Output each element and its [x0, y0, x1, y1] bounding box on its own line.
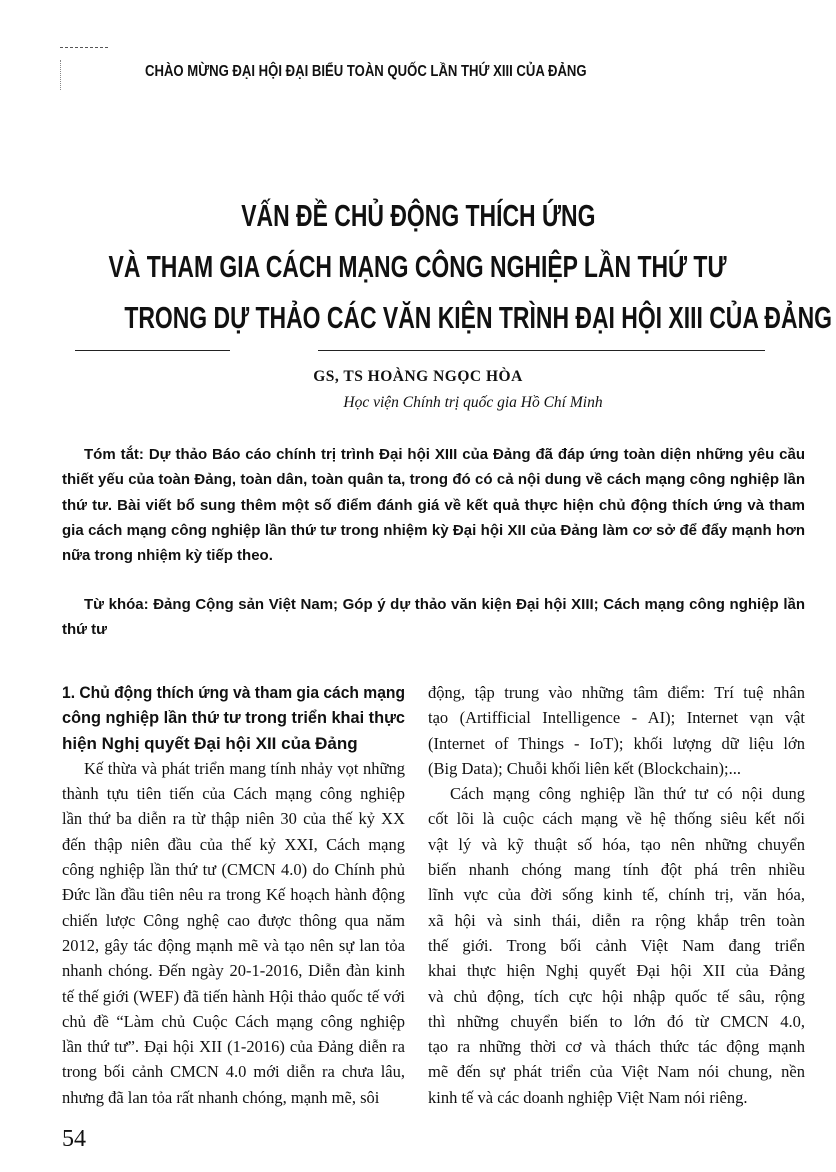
text-line: 2012, gây tác động mạnh mẽ và tạo nên sự lan tỏa — [62, 935, 405, 955]
text-line: trong bối cảnh CMCN 4.0 mới diễn ra chưa lâu, — [62, 1062, 405, 1082]
keywords — [62, 592, 805, 643]
author-affiliation: Học viện Chính trị quốc gia Hồ Chí Minh — [343, 394, 603, 411]
text-line: đến thập niên đầu của thế kỷ XXI, Cách mạng — [62, 834, 405, 854]
text-line: kinh tế và các doanh nghiệp Việt Nam nói riêng. — [428, 1087, 748, 1107]
title-line: VẤN ĐỀ CHỦ ĐỘNG THÍCH ỨNG — [240, 198, 596, 233]
text-line: tế thế giới (WEF) đã tiến hành Hội thảo quốc tế với — [62, 986, 405, 1006]
text-line: thế giới. Trong bối cảnh Việt Nam đang triển — [428, 935, 805, 955]
text-line: thứ tư. Bài viết bổ sung thêm một số điểm đánh giá về kết quả thực hiện chủ động thích ứng và tham — [62, 496, 805, 514]
text-line: (Big Data); Chuỗi khối liên kết (Blockchain);... — [428, 758, 741, 778]
text-line: Cách mạng công nghiệp lần thứ tư có nội dung — [450, 784, 805, 804]
text-line: Từ khóa: Đảng Cộng sản Việt Nam; Góp ý dự thảo văn kiện Đại hội XIII; Cách mạng công nghiệp lần — [84, 596, 805, 613]
text-line: mẽ đến sự phát triển của Việt Nam nói chung, nền — [428, 1062, 805, 1082]
text-line: tạo ra những thời cơ và thách thức tác động mạnh — [428, 1037, 805, 1057]
text-line: chủ đề “Làm chủ Cuộc Cách mạng công nghiệp — [62, 1011, 405, 1031]
title-line: TRONG DỰ THẢO CÁC VĂN KIỆN TRÌNH ĐẠI HỘI XIII CỦA ĐẢNG — [124, 300, 832, 335]
author-name: GS, TS HOÀNG NGỌC HÒA — [313, 368, 523, 385]
text-line: (Internet of Things - IoT); khối lượng dữ liệu lớn — [428, 733, 805, 753]
section-heading — [62, 680, 405, 756]
header-dashed-rule — [60, 47, 108, 48]
text-line: công nghiệp lần thứ tư (CMCN 4.0) do Chính phủ — [62, 860, 405, 880]
text-line: 1. Chủ động thích ứng và tham gia cách mạng — [62, 683, 405, 702]
text-line: thiết yếu của toàn Đảng, toàn dân, toàn quân ta, trong đó có cả nội dung về cách mạng công nghiệp lần — [62, 471, 805, 489]
title-line: VÀ THAM GIA CÁCH MẠNG CÔNG NGHIỆP LẦN THỨ TƯ — [109, 249, 727, 284]
text-line: cốt lõi là cuộc cách mạng về hệ thống siêu kết nối — [428, 809, 805, 829]
text-line: thì những chuyển biến to lớn đó từ CMCN 4.0, — [428, 1011, 805, 1031]
text-line: thành tựu tiên tiến của Cách mạng công nghiệp — [62, 784, 405, 804]
abstract — [62, 442, 805, 568]
text-line: lần thứ tư”. Đại hội XII (1-2016) của Đảng diễn ra — [62, 1037, 405, 1057]
text-line: nữa trong nhiệm kỳ tiếp theo. — [62, 547, 273, 565]
text-line: lĩnh vực của đời sống kinh tế, chính trị, văn hóa, — [428, 885, 805, 905]
text-line: nhanh chóng. Đến ngày 20-1-2016, Diễn đàn kinh — [62, 961, 405, 981]
text-line: hiện Nghị quyết Đại hội XII của Đảng — [62, 733, 358, 753]
text-line: thứ tư — [62, 621, 108, 639]
text-line: tạo (Artifficial Intelligence - AI); Internet vạn vật — [428, 708, 805, 728]
text-line: lần thứ ba diễn ra từ thập niên 30 của thế kỷ XX — [62, 809, 405, 829]
text-line: vật lý và kỹ thuật số hóa, tạo nên những chuyển — [428, 834, 805, 854]
page-number: 54 — [62, 1126, 86, 1152]
text-line: và chủ động, tích cực hội nhập quốc tế sâu, rộng — [428, 986, 805, 1006]
text-line: Kế thừa và phát triển mang tính nhảy vọt những — [84, 758, 405, 778]
text-line: công nghiệp lần thứ tư trong triển khai thực — [62, 708, 405, 728]
header-margin-mark — [60, 60, 67, 90]
left-column-body — [62, 756, 405, 1110]
left-column — [62, 680, 405, 1110]
text-line: xã hội và sinh thái, diễn ra rộng khắp trên toàn — [428, 910, 805, 930]
text-line: nhưng đã lan tỏa rất nhanh chóng, mạnh mẽ, sôi — [62, 1087, 380, 1107]
text-line: khai thực hiện Nghị quyết Đại hội XII của Đảng — [428, 961, 805, 981]
right-column — [428, 680, 805, 1110]
text-line: gia cách mạng công nghiệp lần thứ tư trong nhiệm kỳ Đại hội XII của Đảng làm cơ sở để đẩy mạnh hơn — [62, 521, 805, 539]
title-divider-right — [318, 350, 765, 351]
text-line: động, tập trung vào những tâm điểm: Trí tuệ nhân — [428, 683, 805, 702]
article-title — [0, 190, 836, 343]
running-header: CHÀO MỪNG ĐẠI HỘI ĐẠI BIỂU TOÀN QUỐC LẦN THỨ XIII CỦA ĐẢNG — [145, 63, 587, 80]
title-divider-left — [75, 350, 230, 351]
right-column-body — [428, 680, 805, 1110]
text-line: Đức lần đầu tiên nêu ra trong Kế hoạch hành động — [62, 885, 405, 905]
text-line: Tóm tắt: Dự thảo Báo cáo chính trị trình Đại hội XIII của Đảng đã đáp ứng toàn diện những yêu cầu — [84, 446, 805, 463]
text-line: chiến lược Công nghệ cao được thông qua năm — [62, 910, 405, 930]
text-line: biến nhanh chóng mang tính đột phá trên nhiều — [428, 860, 805, 880]
